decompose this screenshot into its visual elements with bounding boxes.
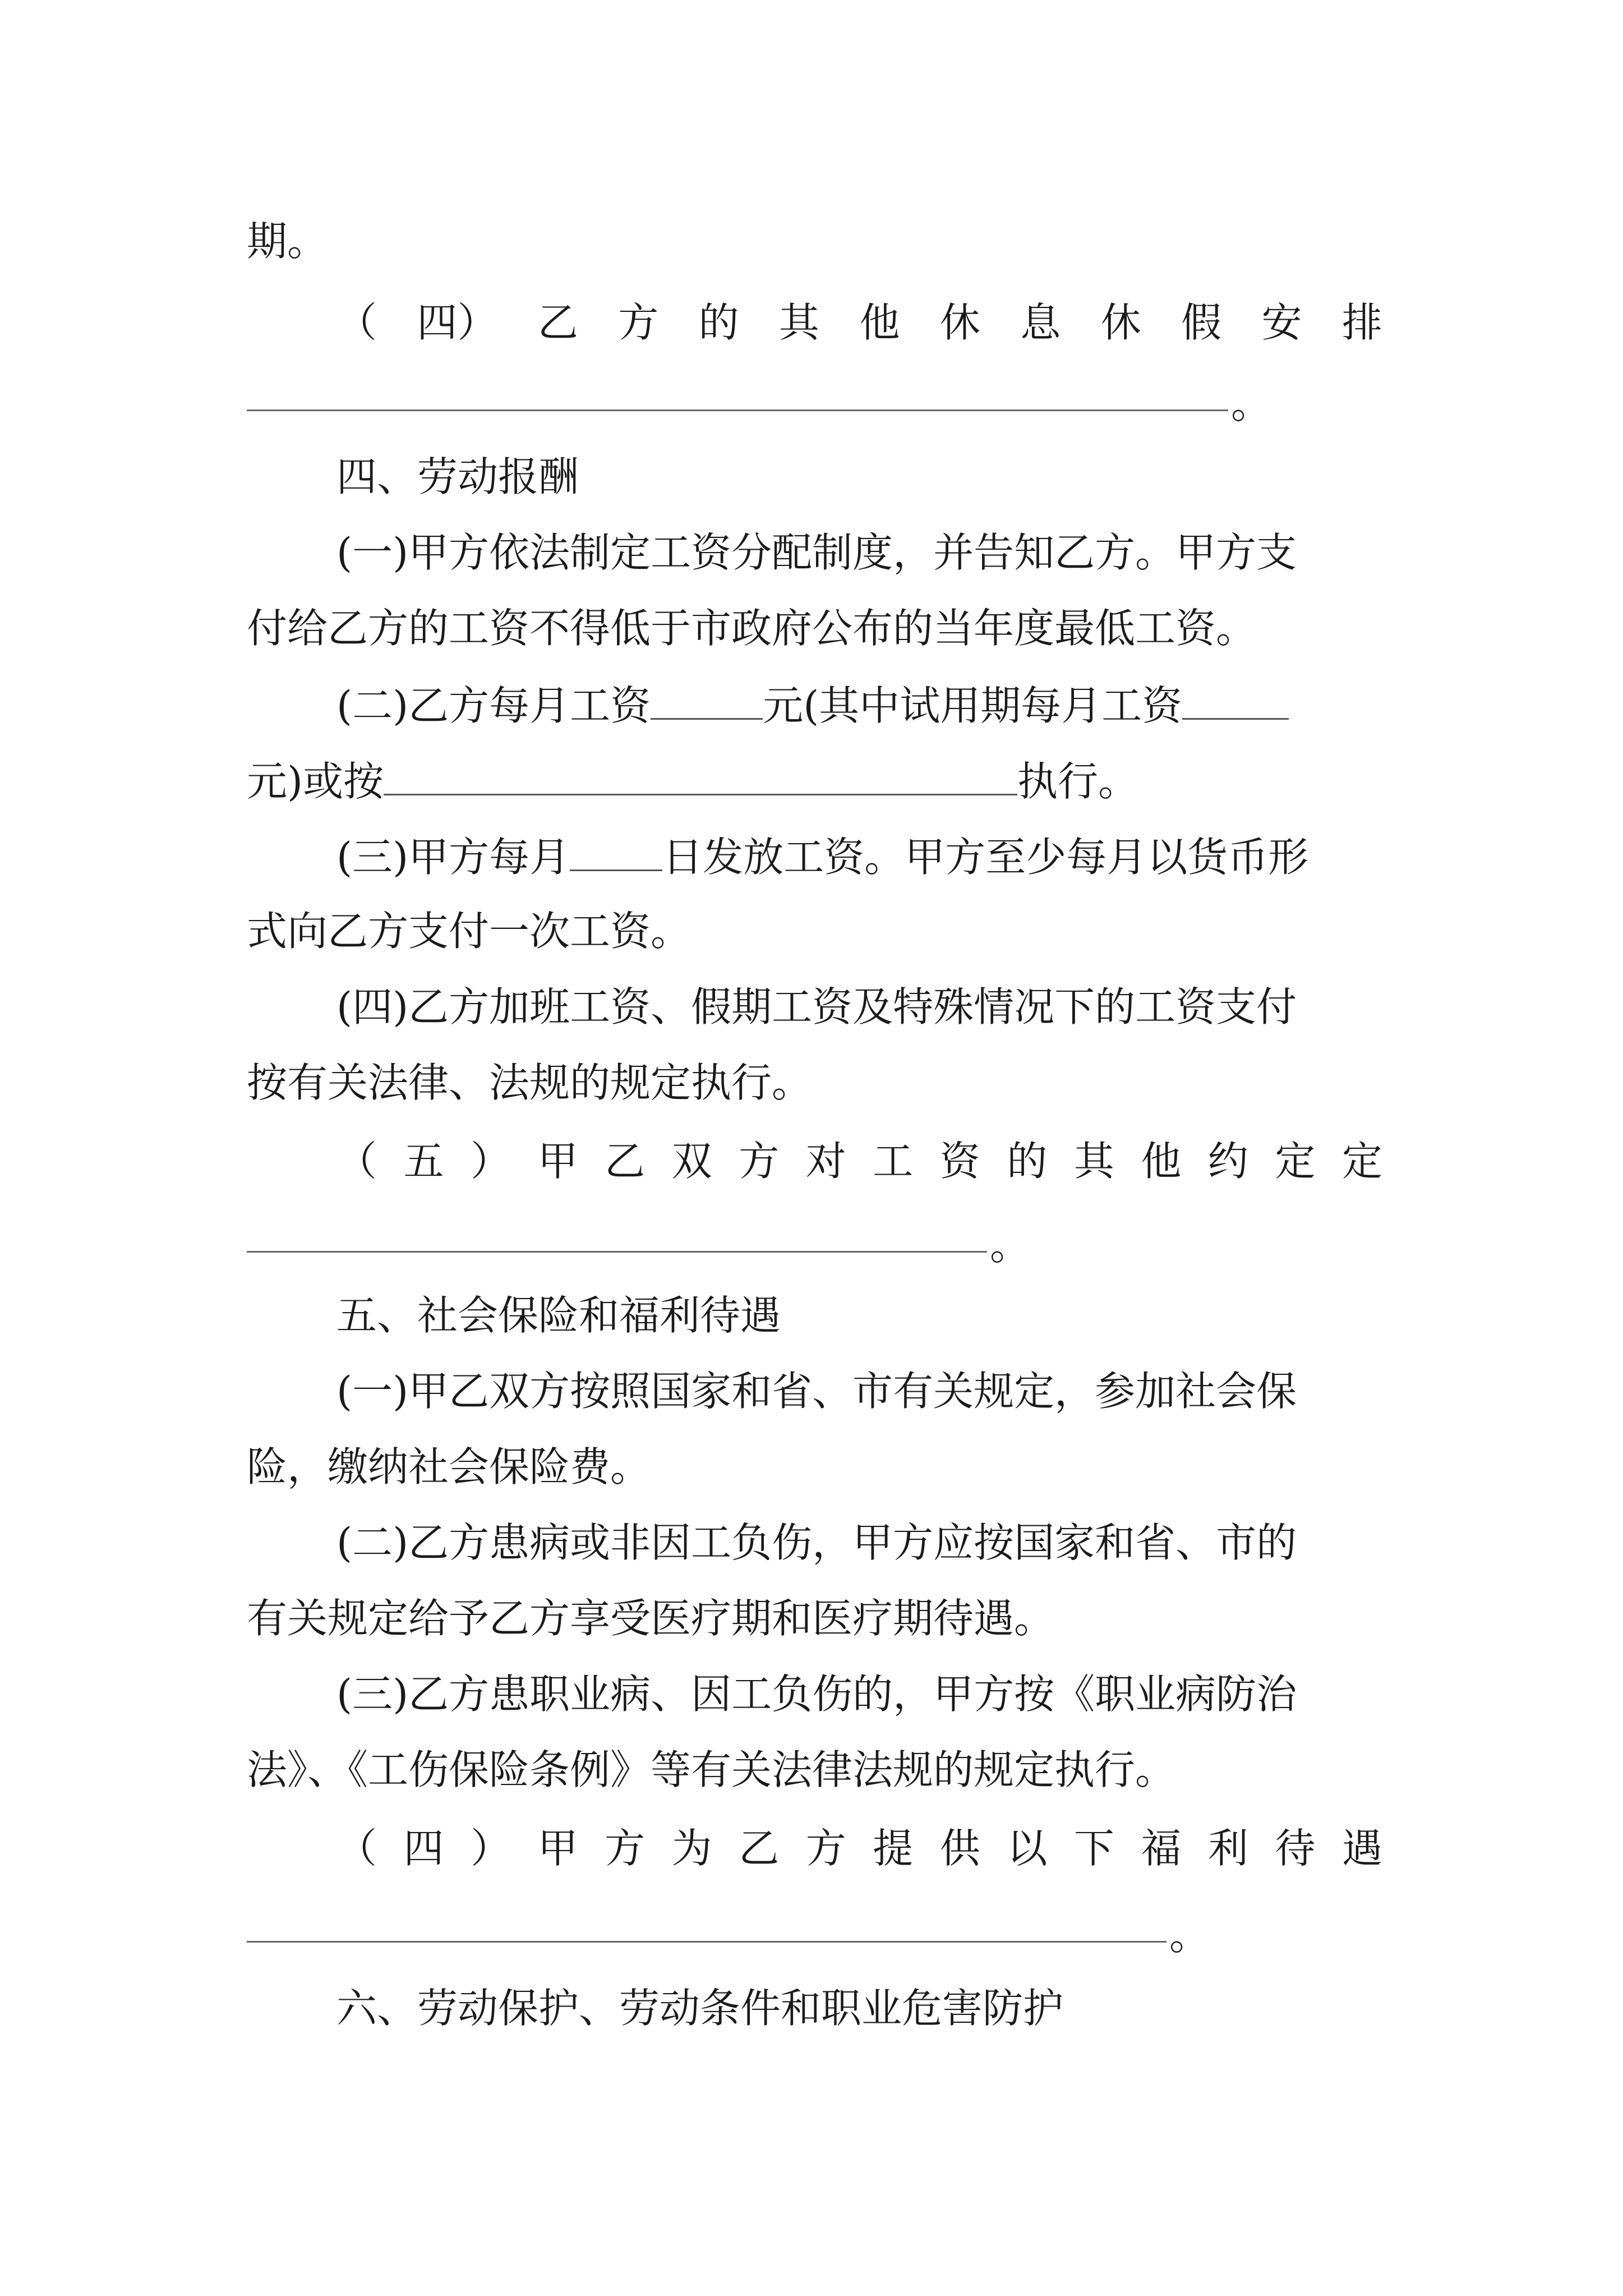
spread-char: 待 xyxy=(1275,1825,1316,1872)
spread-char: 方 xyxy=(805,1825,846,1872)
line-text: 险，缴纳社会保险费。 xyxy=(247,1443,651,1490)
spread-char: ） xyxy=(471,1138,511,1185)
spread-char: 休 xyxy=(1100,299,1141,346)
spread-char: （ xyxy=(336,299,377,346)
text-line-10 xyxy=(247,900,1382,962)
line-text: 元(其中试用期每月工资 xyxy=(763,682,1183,729)
fill-blank-line[interactable] xyxy=(247,1896,1166,1943)
payday-blank[interactable] xyxy=(570,825,662,871)
line-text: 执行。 xyxy=(1017,758,1139,805)
spread-char: 定 xyxy=(1341,1138,1382,1185)
spread-char: 四 xyxy=(403,1825,444,1872)
heading-text: 五、社会保险和福利待遇 xyxy=(336,1292,781,1339)
text-line-19 xyxy=(247,1588,1382,1649)
line-text: (四)乙方加班工资、假期工资及特殊情况下的工资支付 xyxy=(336,983,1297,1030)
spread-char: 其 xyxy=(1073,1138,1114,1185)
line-text: 按有关法律、法规的规定执行。 xyxy=(247,1059,813,1106)
spread-text xyxy=(336,292,1382,353)
probation-salary-blank[interactable] xyxy=(1182,673,1289,720)
heading-text: 六、劳动保护、劳动条件和职业危害防护 xyxy=(336,1985,1064,2032)
text-line-6 xyxy=(247,597,1382,659)
text-line-5 xyxy=(336,522,1382,583)
spread-char: 供 xyxy=(939,1825,980,1872)
spread-char: 下 xyxy=(1073,1825,1114,1872)
spread-char: 其 xyxy=(779,299,820,346)
text-line-21 xyxy=(247,1739,1382,1801)
period-mark: 。 xyxy=(1169,1912,1210,1959)
text-line-22 xyxy=(336,1818,1382,1879)
spread-char: 排 xyxy=(1341,299,1382,346)
spread-char: 对 xyxy=(805,1138,846,1185)
spread-char: 安 xyxy=(1261,299,1302,346)
spread-char: 他 xyxy=(1141,1138,1182,1185)
spread-char: 工 xyxy=(873,1138,914,1185)
text-line-12 xyxy=(247,1052,1382,1114)
spread-char: 利 xyxy=(1207,1825,1248,1872)
text-line-7 xyxy=(336,673,1382,735)
line-text: 日发放工资。甲方至少每月以货币形 xyxy=(662,834,1309,881)
text-line-1 xyxy=(247,210,1382,272)
spread-text xyxy=(336,1818,1382,1879)
spread-char: 方 xyxy=(605,1825,645,1872)
spread-char: 双 xyxy=(671,1138,712,1185)
spread-char: 福 xyxy=(1141,1825,1182,1872)
line-text: 法》、《工伤保险条例》等有关法律法规的规定执行。 xyxy=(247,1746,1176,1793)
method-blank[interactable] xyxy=(384,749,1017,795)
salary-blank[interactable] xyxy=(651,673,763,720)
section-heading-6 xyxy=(336,1977,1382,2039)
text-line-17 xyxy=(247,1436,1382,1498)
spread-char: 他 xyxy=(859,299,900,346)
fill-blank-line[interactable] xyxy=(247,1206,987,1253)
spread-char: （ xyxy=(336,1825,377,1872)
spread-char: （ xyxy=(336,1138,377,1185)
text-line-2 xyxy=(336,292,1382,353)
line-text: (二)乙方患病或非因工负伤，甲方应按国家和省、市的 xyxy=(336,1519,1297,1566)
text-line-16 xyxy=(336,1360,1382,1422)
spread-char: ） xyxy=(471,1825,511,1872)
spread-char: 方 xyxy=(618,299,659,346)
line-text: 式向乙方支付一次工资。 xyxy=(247,908,691,955)
section-heading-4 xyxy=(336,446,1382,508)
text-line-20 xyxy=(336,1663,1382,1725)
spread-char: 为 xyxy=(671,1825,712,1872)
spread-char: 资 xyxy=(939,1138,980,1185)
period-mark: 。 xyxy=(1231,380,1272,427)
spread-text xyxy=(336,1130,1382,1192)
line-text: 期。 xyxy=(247,218,328,265)
fill-blank-line[interactable] xyxy=(247,365,1228,411)
spread-char: 甲 xyxy=(537,1138,578,1185)
spread-char: 乙 xyxy=(537,299,578,346)
spread-char: 五 xyxy=(403,1138,444,1185)
text-line-13 xyxy=(336,1130,1382,1192)
line-text: (一)甲方依法制定工资分配制度，并告知乙方。甲方支 xyxy=(336,529,1297,576)
section-heading-5 xyxy=(336,1285,1382,1346)
line-text: 付给乙方的工资不得低于市政府公布的当年度最低工资。 xyxy=(247,605,1257,652)
spread-char: 约 xyxy=(1207,1138,1248,1185)
text-line-9 xyxy=(336,825,1382,886)
spread-char: 假 xyxy=(1181,299,1222,346)
spread-char: 的 xyxy=(1007,1138,1048,1185)
spread-char: 休 xyxy=(939,299,980,346)
spread-char: 以 xyxy=(1007,1825,1048,1872)
spread-char: 四） xyxy=(417,299,498,346)
line-text: (二)乙方每月工资 xyxy=(336,682,651,729)
spread-char: 甲 xyxy=(537,1825,578,1872)
text-line-11 xyxy=(336,976,1382,1038)
text-line-8 xyxy=(247,749,1382,811)
line-text: (三)甲方每月 xyxy=(336,834,570,881)
line-text: (三)乙方患职业病、因工负伤的，甲方按《职业病防治 xyxy=(336,1671,1297,1718)
heading-text: 四、劳动报酬 xyxy=(336,453,579,500)
spread-char: 定 xyxy=(1275,1138,1316,1185)
spread-char: 遇 xyxy=(1341,1825,1382,1872)
line-text: 有关规定给予乙方享受医疗期和医疗期待遇。 xyxy=(247,1595,1055,1642)
spread-char: 方 xyxy=(739,1138,780,1185)
spread-char: 息 xyxy=(1020,299,1061,346)
line-text: (一)甲乙双方按照国家和省、市有关规定，参加社会保 xyxy=(336,1368,1297,1415)
spread-char: 乙 xyxy=(605,1138,645,1185)
period-mark: 。 xyxy=(990,1222,1031,1269)
spread-char: 乙 xyxy=(739,1825,780,1872)
spread-char: 的 xyxy=(698,299,739,346)
line-text: 元)或按 xyxy=(247,758,384,805)
spread-char: 提 xyxy=(873,1825,914,1872)
text-line-18 xyxy=(336,1512,1382,1573)
